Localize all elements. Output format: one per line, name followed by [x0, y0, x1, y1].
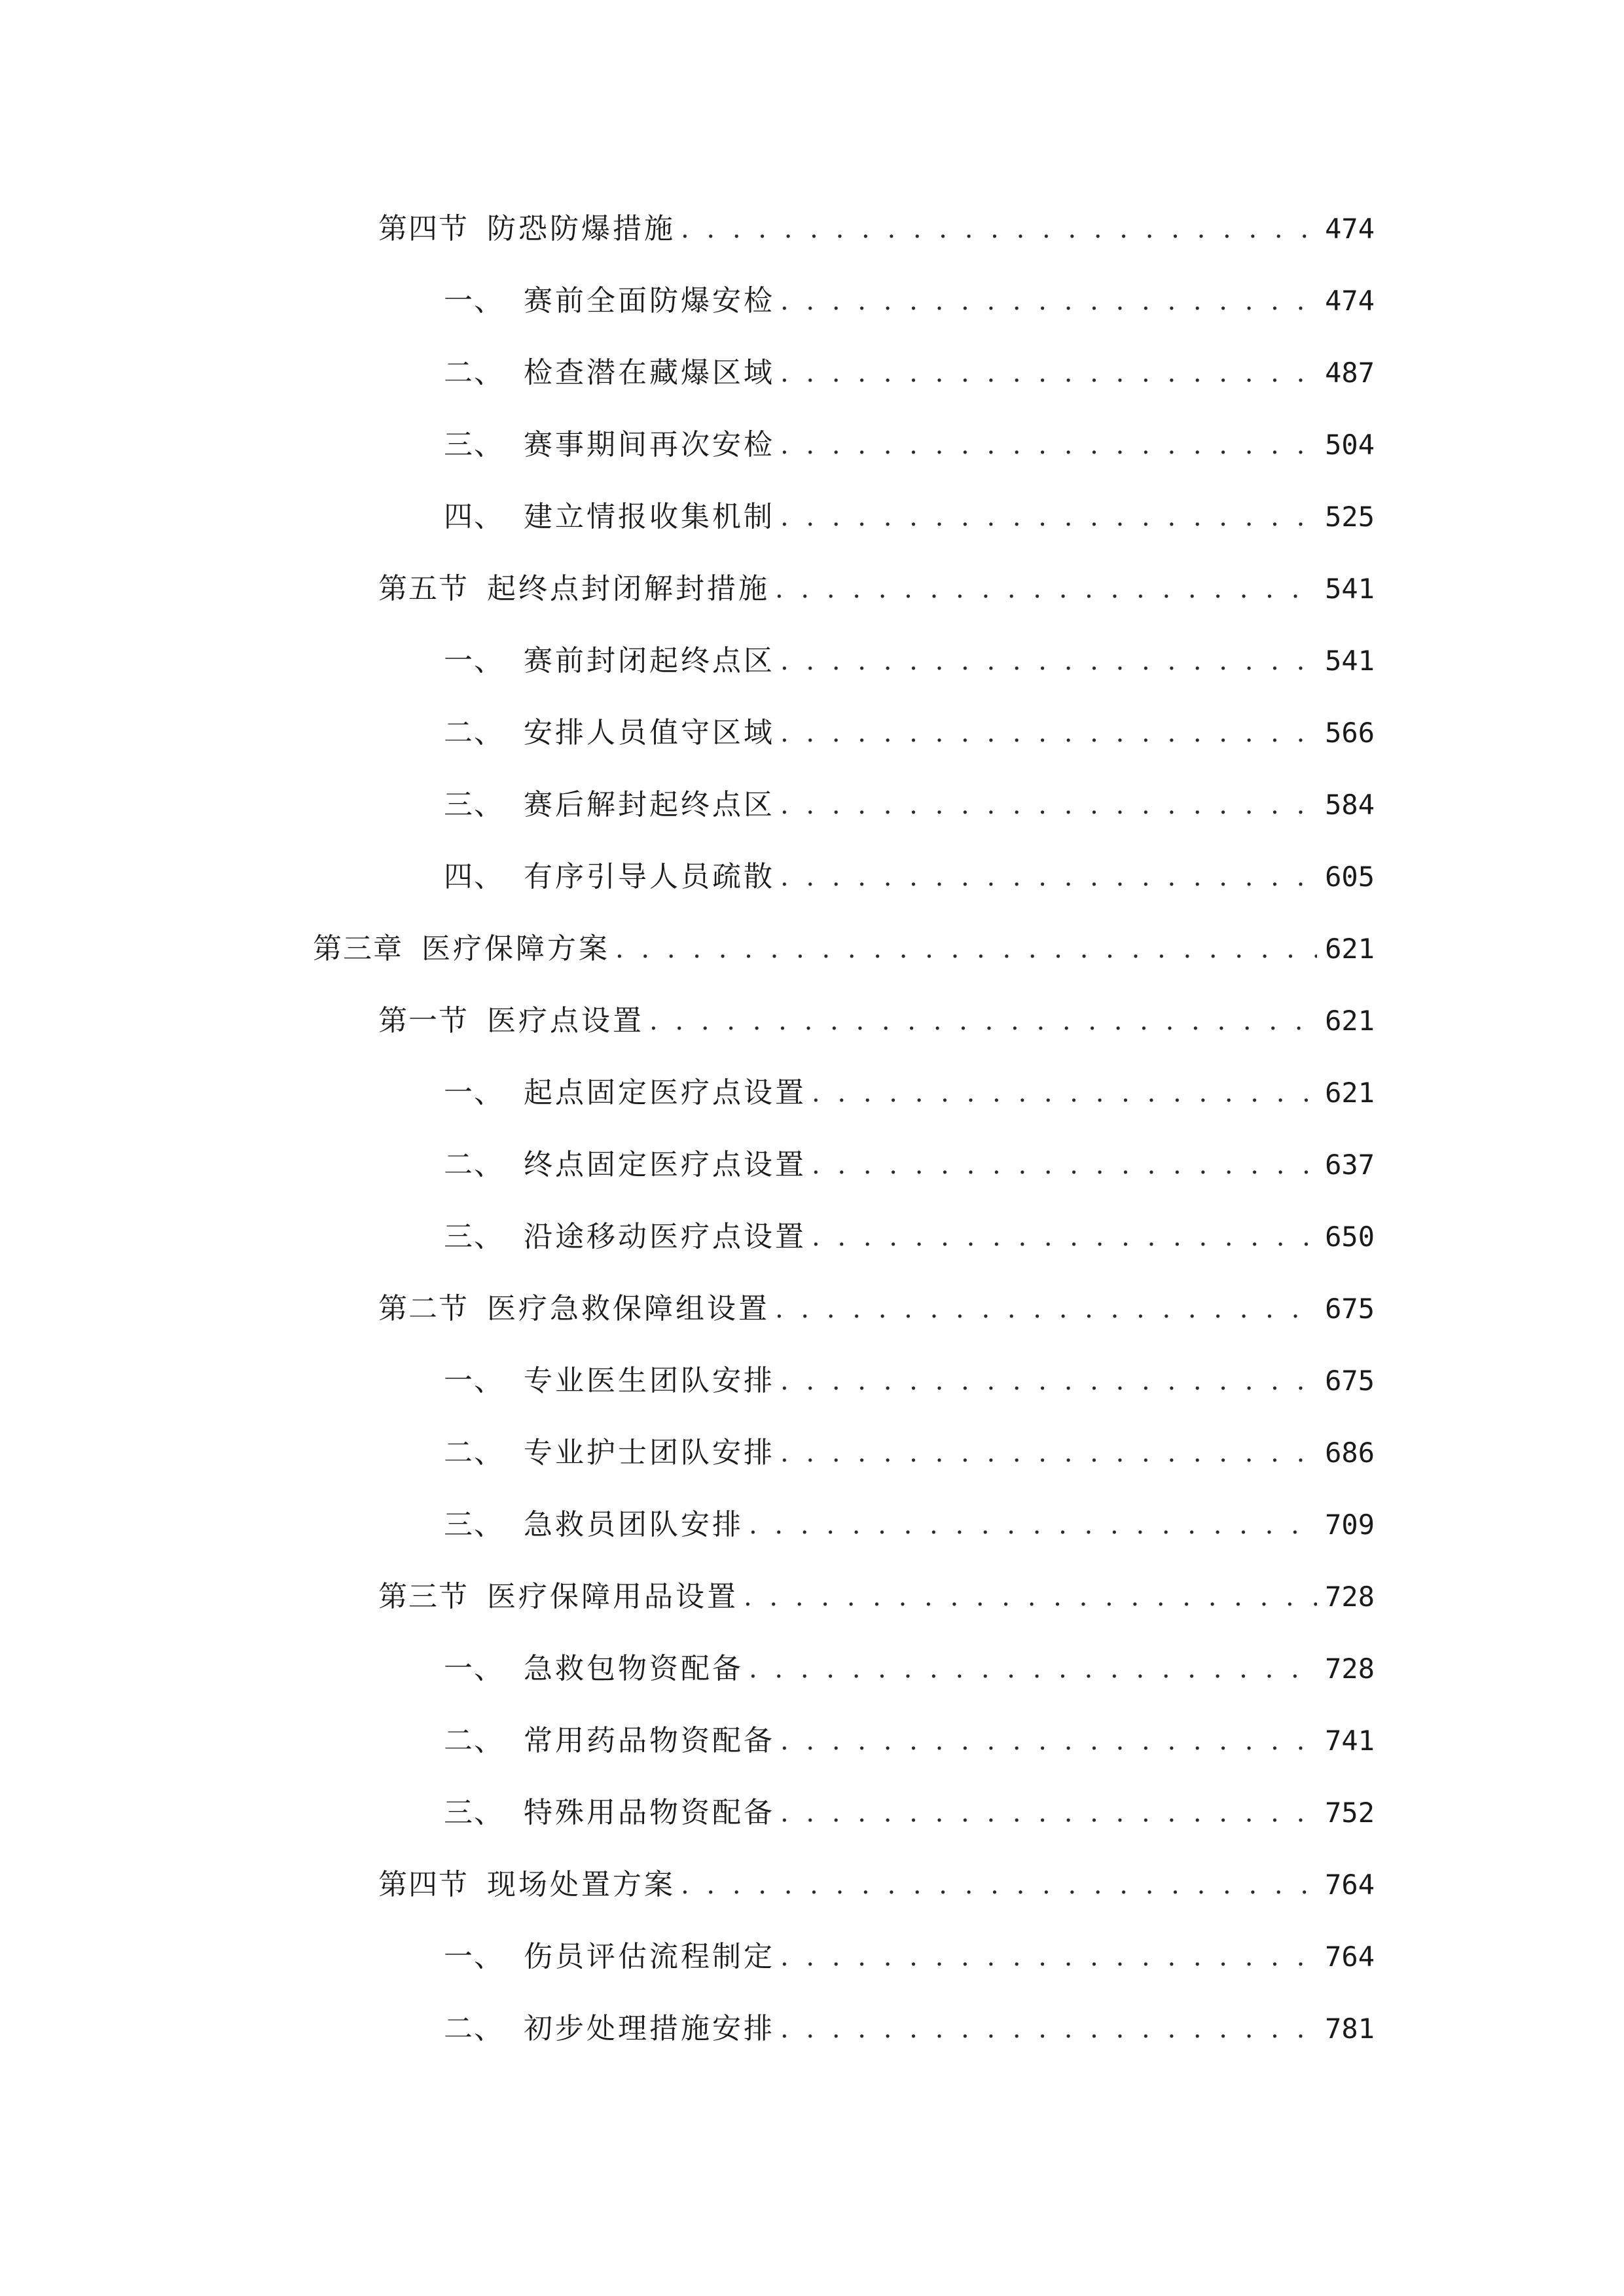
toc-entry-title: 有序引导人员疏散 [524, 860, 775, 893]
toc-dot-leader [749, 1643, 1317, 1695]
toc-entry-number: 一、 [444, 1076, 504, 1109]
toc-page-number: 752 [1325, 1797, 1375, 1829]
toc-dot-leader [812, 1139, 1317, 1191]
toc-dot-leader [744, 1571, 1317, 1623]
toc-entry-number: 二、 [444, 716, 504, 749]
toc-entry-number: 第三节 [378, 1580, 469, 1613]
toc-entry[interactable] [444, 635, 1375, 687]
toc-entry[interactable] [444, 1931, 1375, 1983]
toc-entry[interactable] [378, 1571, 1375, 1623]
toc-entry-title: 起点固定医疗点设置 [524, 1076, 806, 1109]
toc-dot-leader [749, 1499, 1317, 1551]
toc-entry-number: 三、 [444, 1796, 504, 1829]
toc-entry[interactable] [444, 1643, 1375, 1695]
toc-entry-number: 第三章 [313, 932, 403, 965]
toc-entry[interactable] [378, 1859, 1375, 1911]
toc-dot-leader [780, 1787, 1317, 1839]
toc-entry-title: 特殊用品物资配备 [524, 1796, 775, 1829]
toc-page-number: 474 [1325, 213, 1375, 245]
toc-entry[interactable] [444, 779, 1375, 831]
toc-dot-leader [780, 1427, 1317, 1479]
toc-entry-title: 防恐防爆措施 [487, 212, 676, 245]
toc-dot-leader [780, 851, 1317, 903]
toc-dot-leader [681, 1859, 1317, 1911]
toc-entry-number: 一、 [444, 1652, 504, 1685]
toc-entry[interactable] [444, 1139, 1375, 1191]
toc-entry-number: 四、 [444, 500, 504, 533]
toc-entry-title: 赛后解封起终点区 [524, 788, 775, 821]
toc-entry-number: 第一节 [378, 1004, 469, 1037]
toc-entry[interactable] [444, 2003, 1375, 2055]
toc-page-number: 487 [1325, 357, 1375, 389]
toc-dot-leader [681, 203, 1317, 255]
toc-entry[interactable] [444, 1787, 1375, 1839]
toc-page-number: 541 [1325, 573, 1375, 605]
toc-entry[interactable] [378, 995, 1375, 1047]
toc-entry[interactable] [444, 1355, 1375, 1407]
toc-page-number: 474 [1325, 285, 1375, 317]
toc-entry-number: 三、 [444, 788, 504, 821]
toc-entry-number: 第二节 [378, 1292, 469, 1325]
toc-dot-leader [812, 1211, 1317, 1263]
toc-entry-title: 医疗急救保障组设置 [487, 1292, 770, 1325]
toc-page-number: 637 [1325, 1149, 1375, 1181]
toc-dot-leader [780, 779, 1317, 831]
toc-dot-leader [780, 1931, 1317, 1983]
toc-dot-leader [780, 1355, 1317, 1407]
toc-entry-title: 医疗保障方案 [422, 932, 610, 965]
toc-entry[interactable] [444, 275, 1375, 327]
toc-entry-number: 四、 [444, 860, 504, 893]
toc-entry-number: 第四节 [378, 212, 469, 245]
toc-entry-number: 一、 [444, 284, 504, 317]
toc-page-number: 781 [1325, 2013, 1375, 2045]
toc-entry-number: 三、 [444, 1508, 504, 1541]
toc-entry[interactable] [444, 851, 1375, 903]
toc-page-number: 741 [1325, 1725, 1375, 1757]
toc-dot-leader [780, 1715, 1317, 1767]
toc-entry-title: 急救包物资配备 [524, 1652, 744, 1685]
toc-page-number: 525 [1325, 501, 1375, 533]
toc-entry-title: 常用药品物资配备 [524, 1724, 775, 1757]
toc-page-number: 764 [1325, 1869, 1375, 1901]
toc-page-number: 686 [1325, 1437, 1375, 1469]
toc-dot-leader [780, 275, 1317, 327]
toc-page-number: 621 [1325, 1077, 1375, 1109]
toc-dot-leader [780, 2003, 1317, 2055]
toc-entry-number: 一、 [444, 1940, 504, 1973]
toc-page-number: 541 [1325, 645, 1375, 677]
toc-entry-title: 沿途移动医疗点设置 [524, 1220, 806, 1253]
toc-page-number: 764 [1325, 1941, 1375, 1973]
toc-entry-title: 急救员团队安排 [524, 1508, 744, 1541]
toc-entry-title: 医疗保障用品设置 [487, 1580, 738, 1613]
toc-entry[interactable] [444, 491, 1375, 543]
toc-page-number: 621 [1325, 1005, 1375, 1037]
toc-entry[interactable] [444, 1499, 1375, 1551]
toc-entry-number: 二、 [444, 1724, 504, 1757]
toc-entry[interactable] [444, 1067, 1375, 1119]
toc-entry-number: 三、 [444, 1220, 504, 1253]
toc-dot-leader [812, 1067, 1317, 1119]
toc-page-number: 709 [1325, 1509, 1375, 1541]
toc-page-number: 584 [1325, 789, 1375, 821]
toc-entry-number: 二、 [444, 2012, 504, 2045]
toc-entry-title: 建立情报收集机制 [524, 500, 775, 533]
toc-dot-leader [775, 563, 1317, 615]
toc-entry[interactable] [444, 1211, 1375, 1263]
toc-dot-leader [780, 707, 1317, 759]
toc-dot-leader [780, 635, 1317, 687]
toc-dot-leader [615, 923, 1317, 975]
toc-entry-title: 终点固定医疗点设置 [524, 1148, 806, 1181]
toc-page-number: 675 [1325, 1365, 1375, 1397]
toc-entry-title: 检查潜在藏爆区域 [524, 356, 775, 389]
toc-page-number: 504 [1325, 429, 1375, 461]
toc-entry-title: 赛前封闭起终点区 [524, 644, 775, 677]
toc-entry-number: 二、 [444, 1436, 504, 1469]
toc-entry-title: 赛前全面防爆安检 [524, 284, 775, 317]
toc-entry-number: 三、 [444, 428, 504, 461]
toc-entry-title: 伤员评估流程制定 [524, 1940, 775, 1973]
toc-entry[interactable] [444, 1427, 1375, 1479]
toc-entry-number: 一、 [444, 1364, 504, 1397]
toc-entry[interactable] [378, 1283, 1375, 1335]
toc-entry-title: 起终点封闭解封措施 [487, 572, 770, 605]
toc-page-number: 566 [1325, 717, 1375, 749]
toc-entry-title: 现场处置方案 [487, 1868, 676, 1901]
toc-entry-title: 专业护士团队安排 [524, 1436, 775, 1469]
toc-page-number: 675 [1325, 1293, 1375, 1325]
toc-page-number: 650 [1325, 1221, 1375, 1253]
toc-entry-title: 安排人员值守区域 [524, 716, 775, 749]
toc-entry-number: 第四节 [378, 1868, 469, 1901]
toc-dot-leader [780, 419, 1317, 471]
toc-entry[interactable] [378, 563, 1375, 615]
toc-page-number: 621 [1325, 933, 1375, 965]
toc-entry[interactable] [313, 923, 1375, 975]
toc-entry-number: 第五节 [378, 572, 469, 605]
toc-page-number: 728 [1325, 1653, 1375, 1685]
toc-entry[interactable] [444, 707, 1375, 759]
toc-dot-leader [780, 347, 1317, 399]
toc-dot-leader [780, 491, 1317, 543]
toc-entry-title: 赛事期间再次安检 [524, 428, 775, 461]
toc-entry[interactable] [444, 347, 1375, 399]
toc-entry[interactable] [378, 203, 1375, 255]
toc-entry[interactable] [444, 1715, 1375, 1767]
toc-dot-leader [775, 1283, 1317, 1335]
toc-page-number: 728 [1325, 1581, 1375, 1613]
toc-entry-number: 一、 [444, 644, 504, 677]
toc-entry-title: 专业医生团队安排 [524, 1364, 775, 1397]
toc-entry-number: 二、 [444, 356, 504, 389]
toc-entry-title: 初步处理措施安排 [524, 2012, 775, 2045]
toc-entry[interactable] [444, 419, 1375, 471]
toc-page-number: 605 [1325, 861, 1375, 893]
toc-entry-number: 二、 [444, 1148, 504, 1181]
toc-dot-leader [649, 995, 1317, 1047]
toc-entry-title: 医疗点设置 [487, 1004, 644, 1037]
